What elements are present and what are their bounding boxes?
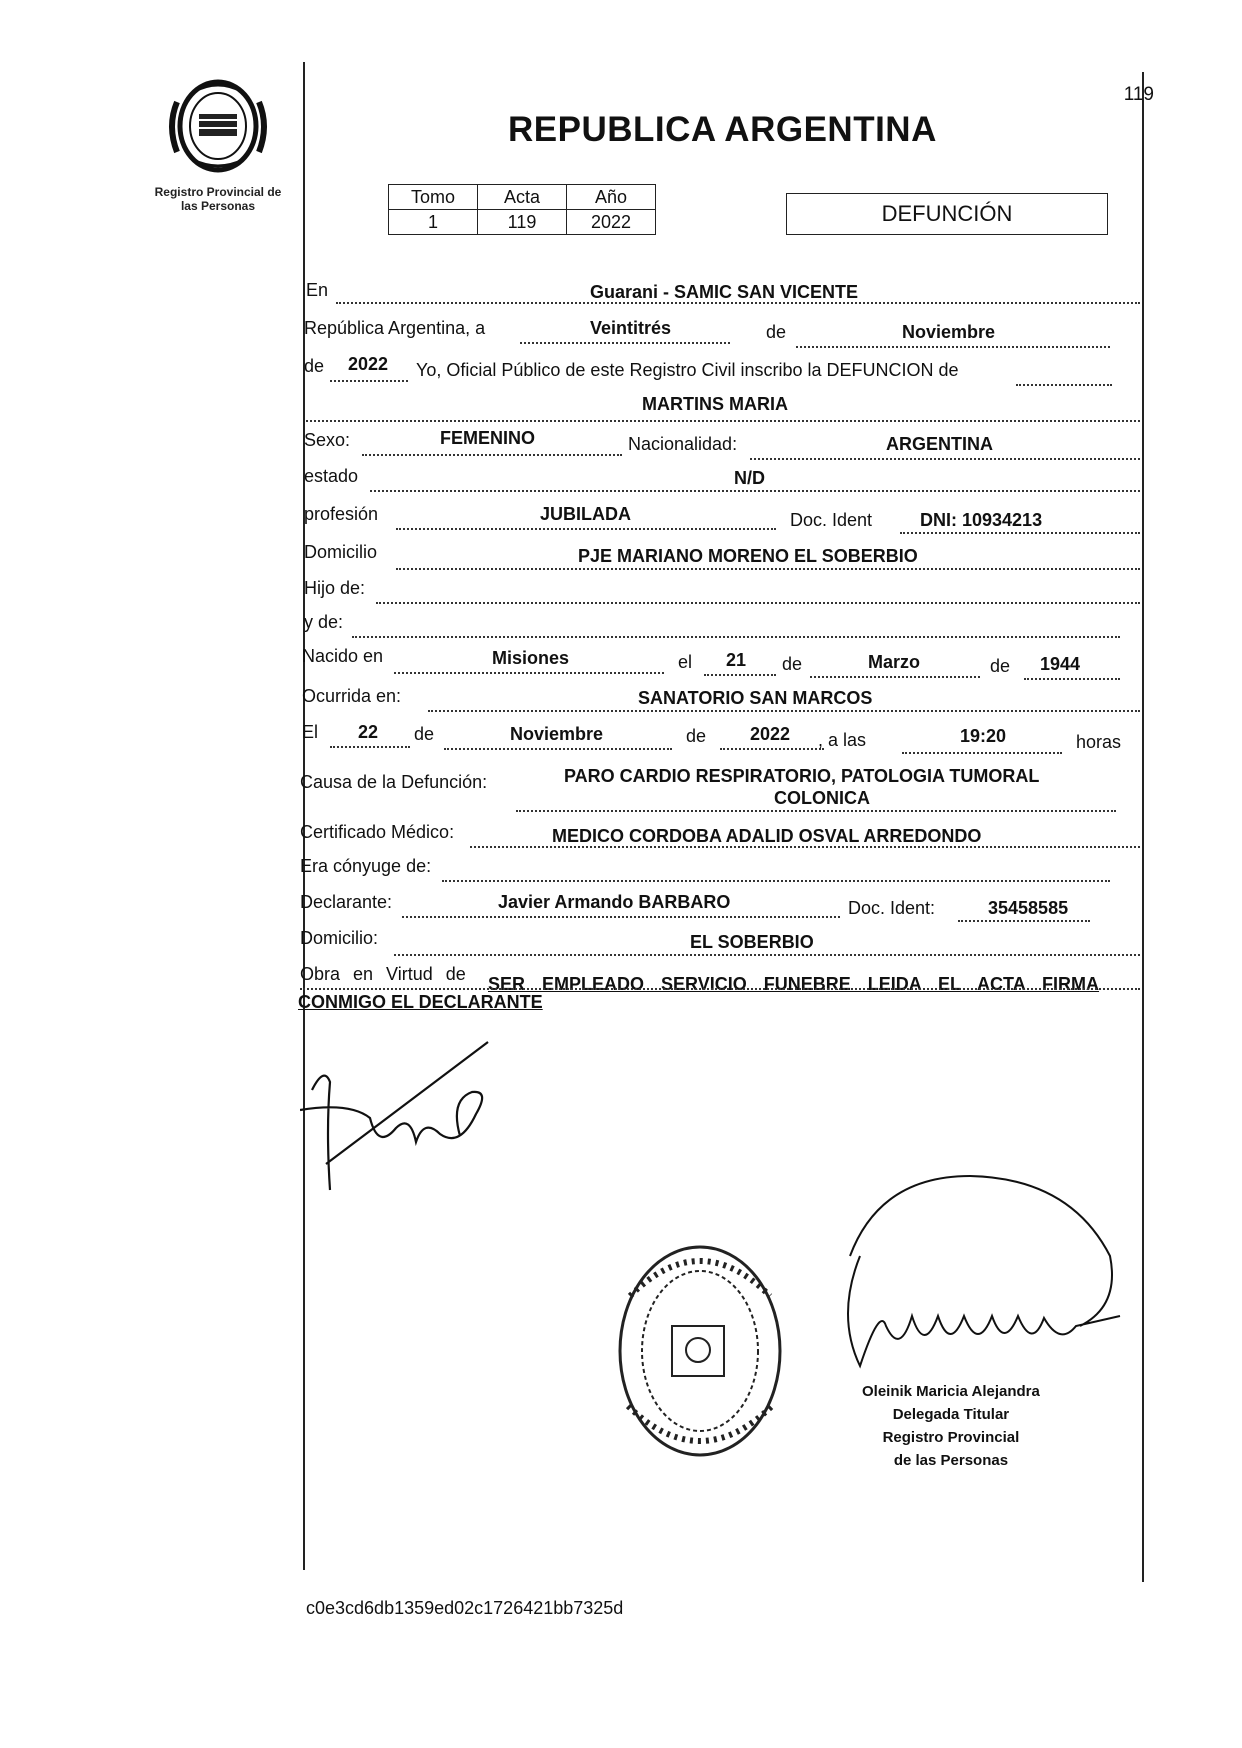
de-label-5: de	[414, 724, 435, 744]
ocurrida-line	[428, 710, 1140, 712]
tomo-value: 1	[389, 210, 478, 235]
document-title: REPUBLICA ARGENTINA	[508, 110, 937, 149]
anio-value: 2022	[567, 210, 656, 235]
day-line	[520, 342, 730, 344]
en-value: Guarani - SAMIC SAN VICENTE	[590, 282, 859, 302]
certificado-value: MEDICO CORDOBA ADALID OSVAL ARREDONDO	[552, 826, 982, 846]
death-time: 19:20	[960, 726, 1007, 746]
hijo-de-label: Hijo de:	[304, 578, 366, 598]
year-value: 2022	[348, 354, 389, 374]
nacionalidad-label: Nacionalidad:	[628, 434, 738, 454]
domicilio-value: PJE MARIANO MORENO EL SOBERBIO	[578, 546, 918, 566]
nacionalidad-line	[750, 458, 1140, 460]
conyuge-line	[442, 880, 1110, 882]
death-month: Noviembre	[510, 724, 604, 744]
doc-ident-label: Doc. Ident	[790, 510, 873, 530]
year-line	[330, 380, 408, 382]
profesion-label: profesión	[304, 504, 379, 524]
month-text: Noviembre	[902, 322, 996, 342]
doc-ident-value: DNI: 10934213	[920, 510, 1043, 530]
org-name-line1: Registro Provincial de	[154, 185, 282, 199]
act-type: DEFUNCIÓN	[881, 201, 1013, 226]
registry-table	[388, 184, 656, 235]
month-line	[796, 346, 1110, 348]
el-label: el	[678, 652, 693, 672]
en-label: En	[306, 280, 329, 300]
de-label-6: de	[686, 726, 707, 746]
official-signature-icon	[820, 1166, 1130, 1386]
death-year-line	[720, 748, 824, 750]
nacido-label: Nacido en	[302, 646, 384, 666]
statement-line	[1016, 384, 1112, 386]
nacido-line	[394, 672, 664, 674]
obra-line1: SER EMPLEADO SERVICIO FUNEBRE LEIDA EL ACTA FIRMA	[488, 974, 1100, 994]
birth-month-line	[810, 676, 980, 678]
profesion-value: JUBILADA	[540, 504, 632, 524]
sexo-value: FEMENINO	[440, 428, 536, 448]
ocurrida-label: Ocurrida en:	[302, 686, 402, 706]
birth-year: 1944	[1040, 654, 1081, 674]
page-number: 119	[1123, 84, 1154, 105]
left-margin-rule	[303, 62, 305, 1570]
domicilio2-value: EL SOBERBIO	[690, 932, 814, 952]
de-label-1: de	[766, 322, 787, 342]
acta-value: 119	[478, 210, 567, 235]
profesion-line	[396, 528, 776, 530]
domicilio-label: Domicilio	[304, 542, 378, 562]
deceased-name: MARTINS MARIA	[642, 394, 788, 414]
acta-header: Acta	[478, 185, 567, 210]
declarante-doc-label: Doc. Ident:	[848, 898, 936, 918]
doc-ident-line	[900, 532, 1140, 534]
day-words: Veintitrés	[590, 318, 672, 338]
death-year: 2022	[750, 724, 791, 744]
official-signature-block	[862, 1380, 1040, 1472]
horas-label: horas	[1076, 732, 1122, 752]
death-time-line	[902, 752, 1062, 754]
certificado-label: Certificado Médico:	[300, 822, 455, 842]
death-day: 22	[358, 722, 379, 742]
a-las-label: , a las	[818, 730, 867, 750]
declarante-line	[402, 916, 840, 918]
de-label-2: de	[304, 356, 325, 376]
official-name: Oleinik Maricia Alejandra	[862, 1383, 1040, 1400]
act-type-box	[786, 193, 1108, 235]
sexo-line	[362, 454, 622, 456]
official-stamp-icon	[610, 1236, 790, 1466]
declarant-signature-icon	[300, 1030, 520, 1200]
birth-year-line	[1024, 678, 1120, 680]
death-day-line	[330, 746, 410, 748]
obra-line	[300, 988, 1140, 990]
republica-label: República Argentina, a	[304, 318, 486, 338]
domicilio2-line	[394, 954, 1140, 956]
declarante-value: Javier Armando BARBARO	[498, 892, 731, 912]
birth-day-line	[704, 674, 776, 676]
org-name-line2: las Personas	[180, 199, 256, 213]
estado-line	[370, 490, 1140, 492]
official-office-line1: Registro Provincial	[882, 1429, 1020, 1446]
de-label-3: de	[782, 654, 803, 674]
y-de-line	[352, 636, 1120, 638]
right-margin-rule	[1142, 72, 1144, 1582]
domicilio-line	[396, 568, 1140, 570]
official-office-line2: de las Personas	[893, 1452, 1009, 1469]
domicilio2-label: Domicilio:	[300, 928, 379, 948]
conyuge-label: Era cónyuge de:	[300, 856, 432, 876]
el2-label: El	[302, 722, 319, 742]
de-label-4: de	[990, 656, 1011, 676]
death-month-line	[444, 748, 672, 750]
official-role: Delegada Titular	[892, 1406, 1010, 1423]
statement: Yo, Oficial Público de este Registro Civil inscribo la DEFUNCION de	[416, 360, 959, 380]
declarante-label: Declarante:	[300, 892, 393, 912]
nacionalidad-value: ARGENTINA	[886, 434, 993, 454]
declarante-doc-line	[958, 920, 1090, 922]
name-line	[306, 420, 1140, 422]
causa-label: Causa de la Defunción:	[300, 772, 488, 792]
causa-line	[516, 810, 1116, 812]
tomo-header: Tomo	[389, 185, 478, 210]
obra-line2: CONMIGO EL DECLARANTE	[298, 992, 543, 1012]
anio-header: Año	[567, 185, 656, 210]
document-hash: c0e3cd6db1359ed02c1726421bb7325d	[306, 1598, 624, 1618]
causa-line1: PARO CARDIO RESPIRATORIO, PATOLOGIA TUMORAL	[564, 766, 1040, 786]
provincial-logo	[148, 72, 288, 213]
estado-label: estado	[304, 466, 359, 486]
birth-month: Marzo	[868, 652, 921, 672]
hijo-de-line	[376, 602, 1140, 604]
declarante-doc-value: 35458585	[988, 898, 1069, 918]
obra-label: Obra en Virtud de	[300, 964, 466, 984]
causa-line2: COLONICA	[774, 788, 870, 808]
misiones-seal-icon	[163, 72, 273, 180]
y-de-label: y de:	[304, 612, 344, 632]
nacido-value: Misiones	[492, 648, 570, 668]
birth-day: 21	[726, 650, 747, 670]
ocurrida-value: SANATORIO SAN MARCOS	[638, 688, 873, 708]
sexo-label: Sexo:	[304, 430, 351, 450]
estado-value: N/D	[734, 468, 765, 488]
